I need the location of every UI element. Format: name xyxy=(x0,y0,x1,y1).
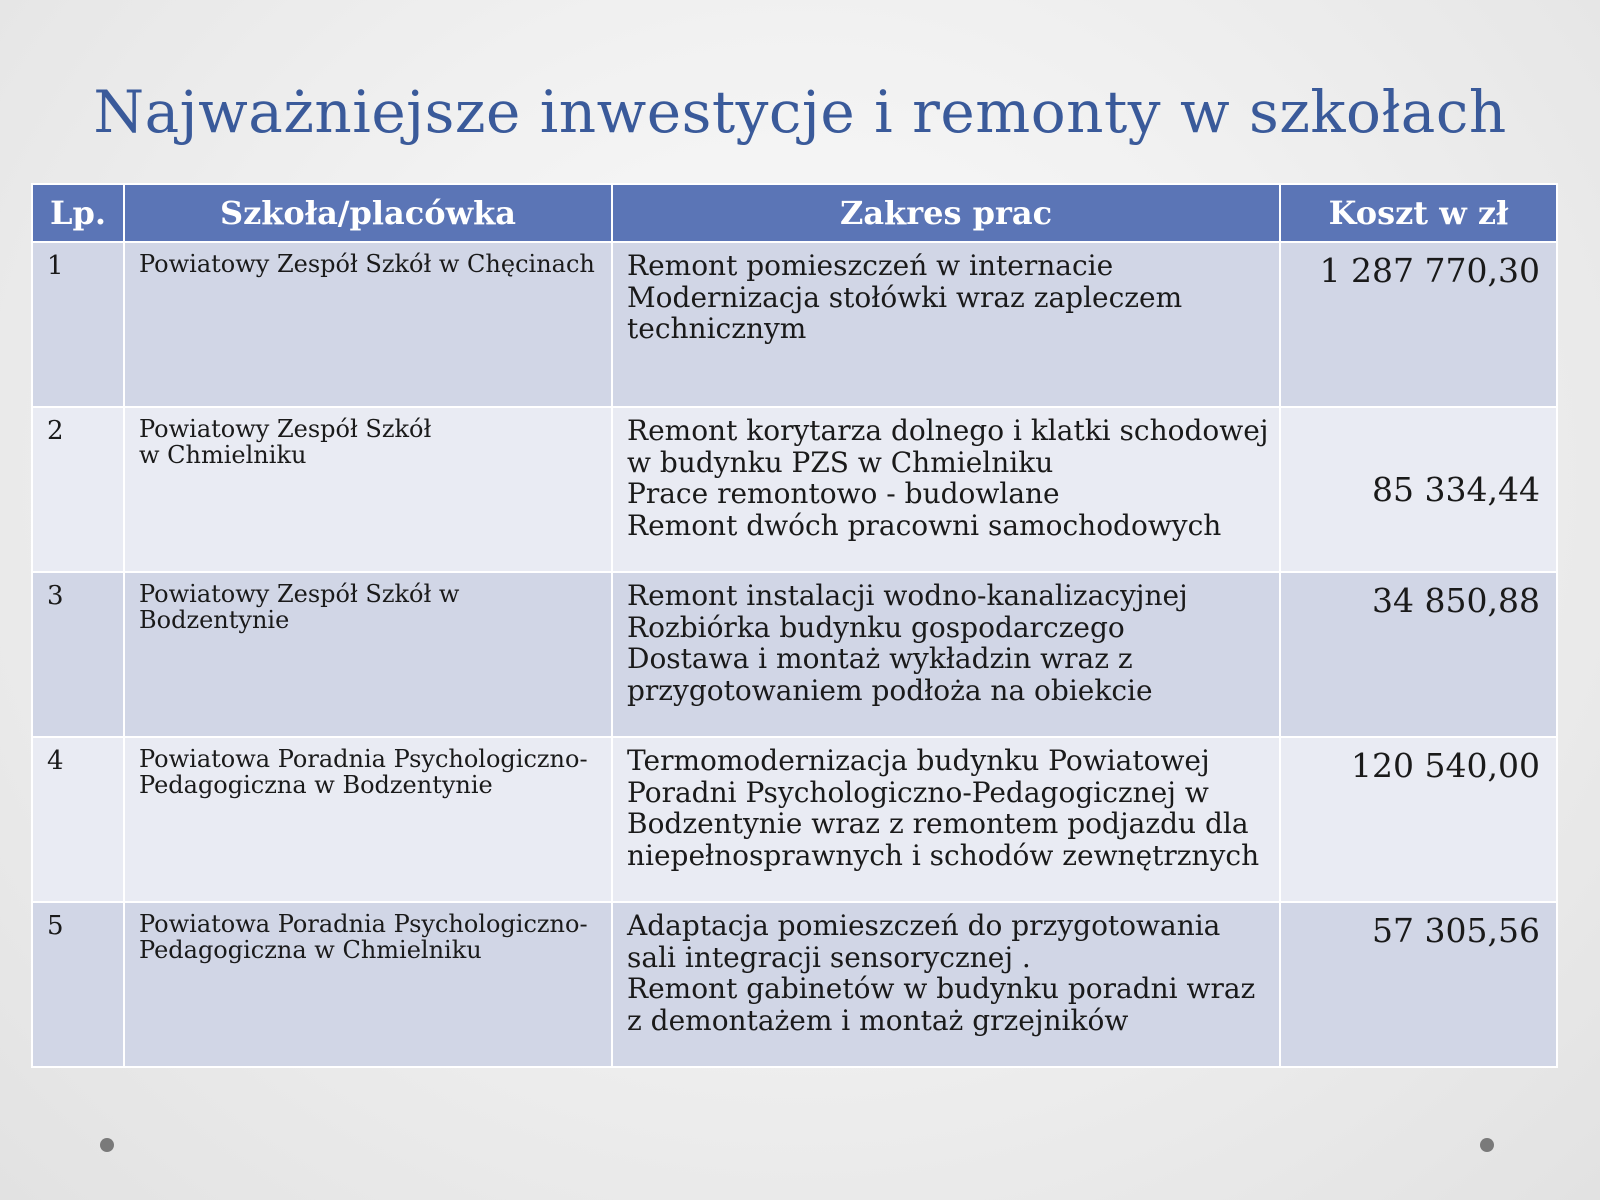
header-scope: Zakres prac xyxy=(612,184,1280,242)
table-row xyxy=(32,902,1557,1067)
cost-cell: 120 540,00 xyxy=(1280,737,1557,902)
header-cost: Koszt w zł xyxy=(1280,184,1557,242)
row-number: 5 xyxy=(32,902,124,1067)
school-cell xyxy=(124,737,612,902)
school-line: Powiatowa Poradnia Psychologiczno- xyxy=(139,910,588,938)
school-line: Pedagogiczna w Bodzentynie xyxy=(139,771,493,799)
cost-cell: 34 850,88 xyxy=(1280,572,1557,737)
scope-line: sali integracji sensorycznej . xyxy=(627,940,1031,974)
scope-line: Remont dwóch pracowni samochodowych xyxy=(627,508,1222,542)
school-line: Powiatowa Poradnia Psychologiczno- xyxy=(139,745,588,773)
scope-cell xyxy=(612,737,1280,902)
school-line: Pedagogiczna w Chmielniku xyxy=(139,936,482,964)
scope-cell xyxy=(612,572,1280,737)
table-row xyxy=(32,572,1557,737)
scope-line: Remont gabinetów w budynku poradni wraz xyxy=(627,972,1256,1005)
scope-line: Dostawa i montaż wykładzin wraz z xyxy=(627,642,1133,675)
scope-line: w budynku PZS w Chmielniku xyxy=(627,445,1054,479)
scope-line: Remont korytarza dolnego i klatki schodowej xyxy=(627,414,1269,447)
header-school: Szkoła/placówka xyxy=(124,184,612,242)
scope-line: niepełnosprawnych i schodów zewnętrznych xyxy=(627,838,1260,872)
table-row xyxy=(32,242,1557,407)
scope-line: z demontażem i montaż grzejników xyxy=(627,1003,1129,1037)
scope-cell xyxy=(612,242,1280,407)
investments-table xyxy=(31,183,1558,1068)
cost-cell: 85 334,44 xyxy=(1280,407,1557,572)
right-bullet-dot xyxy=(1480,1138,1494,1152)
cost-cell: 1 287 770,30 xyxy=(1280,242,1557,407)
scope-line: Bodzentynie wraz z remontem podjazdu dla xyxy=(627,807,1249,840)
scope-line: przygotowaniem podłoża na obiekcie xyxy=(627,673,1153,707)
left-bullet-dot xyxy=(100,1138,114,1152)
cost-cell: 57 305,56 xyxy=(1280,902,1557,1067)
scope-cell xyxy=(612,902,1280,1067)
scope-line: Prace remontowo - budowlane xyxy=(627,477,1060,510)
school-cell xyxy=(124,242,612,407)
row-number: 1 xyxy=(32,242,124,407)
row-number: 3 xyxy=(32,572,124,737)
table-header-row xyxy=(32,184,1557,242)
scope-line: Modernizacja stołówki wraz zapleczem xyxy=(627,280,1183,314)
school-cell xyxy=(124,572,612,737)
scope-line: Adaptacja pomieszczeń do przygotowania xyxy=(627,909,1221,942)
school-line: w Chmielniku xyxy=(139,441,307,469)
scope-line: Remont pomieszczeń w internacie xyxy=(627,249,1114,282)
scope-line: Poradni Psychologiczno-Pedagogicznej w xyxy=(627,775,1209,809)
scope-cell xyxy=(612,407,1280,572)
scope-line: Termomodernizacja budynku Powiatowej xyxy=(627,744,1210,777)
school-line: Bodzentynie xyxy=(139,606,290,634)
row-number: 4 xyxy=(32,737,124,902)
school-cell xyxy=(124,902,612,1067)
school-cell xyxy=(124,407,612,572)
slide-title: Najważniejsze inwestycje i remonty w szkołach xyxy=(93,78,1507,146)
table-row xyxy=(32,407,1557,572)
scope-line: Rozbiórka budynku gospodarczego xyxy=(627,610,1125,644)
school-line: Powiatowy Zespół Szkół xyxy=(139,415,432,443)
school-line: Powiatowy Zespół Szkół w Chęcinach xyxy=(139,250,595,278)
row-number: 2 xyxy=(32,407,124,572)
scope-line: technicznym xyxy=(627,312,807,345)
table-row xyxy=(32,737,1557,902)
header-lp: Lp. xyxy=(32,184,124,242)
scope-line: Remont instalacji wodno-kanalizacyjnej xyxy=(627,579,1188,612)
school-line: Powiatowy Zespół Szkół w xyxy=(139,580,460,608)
